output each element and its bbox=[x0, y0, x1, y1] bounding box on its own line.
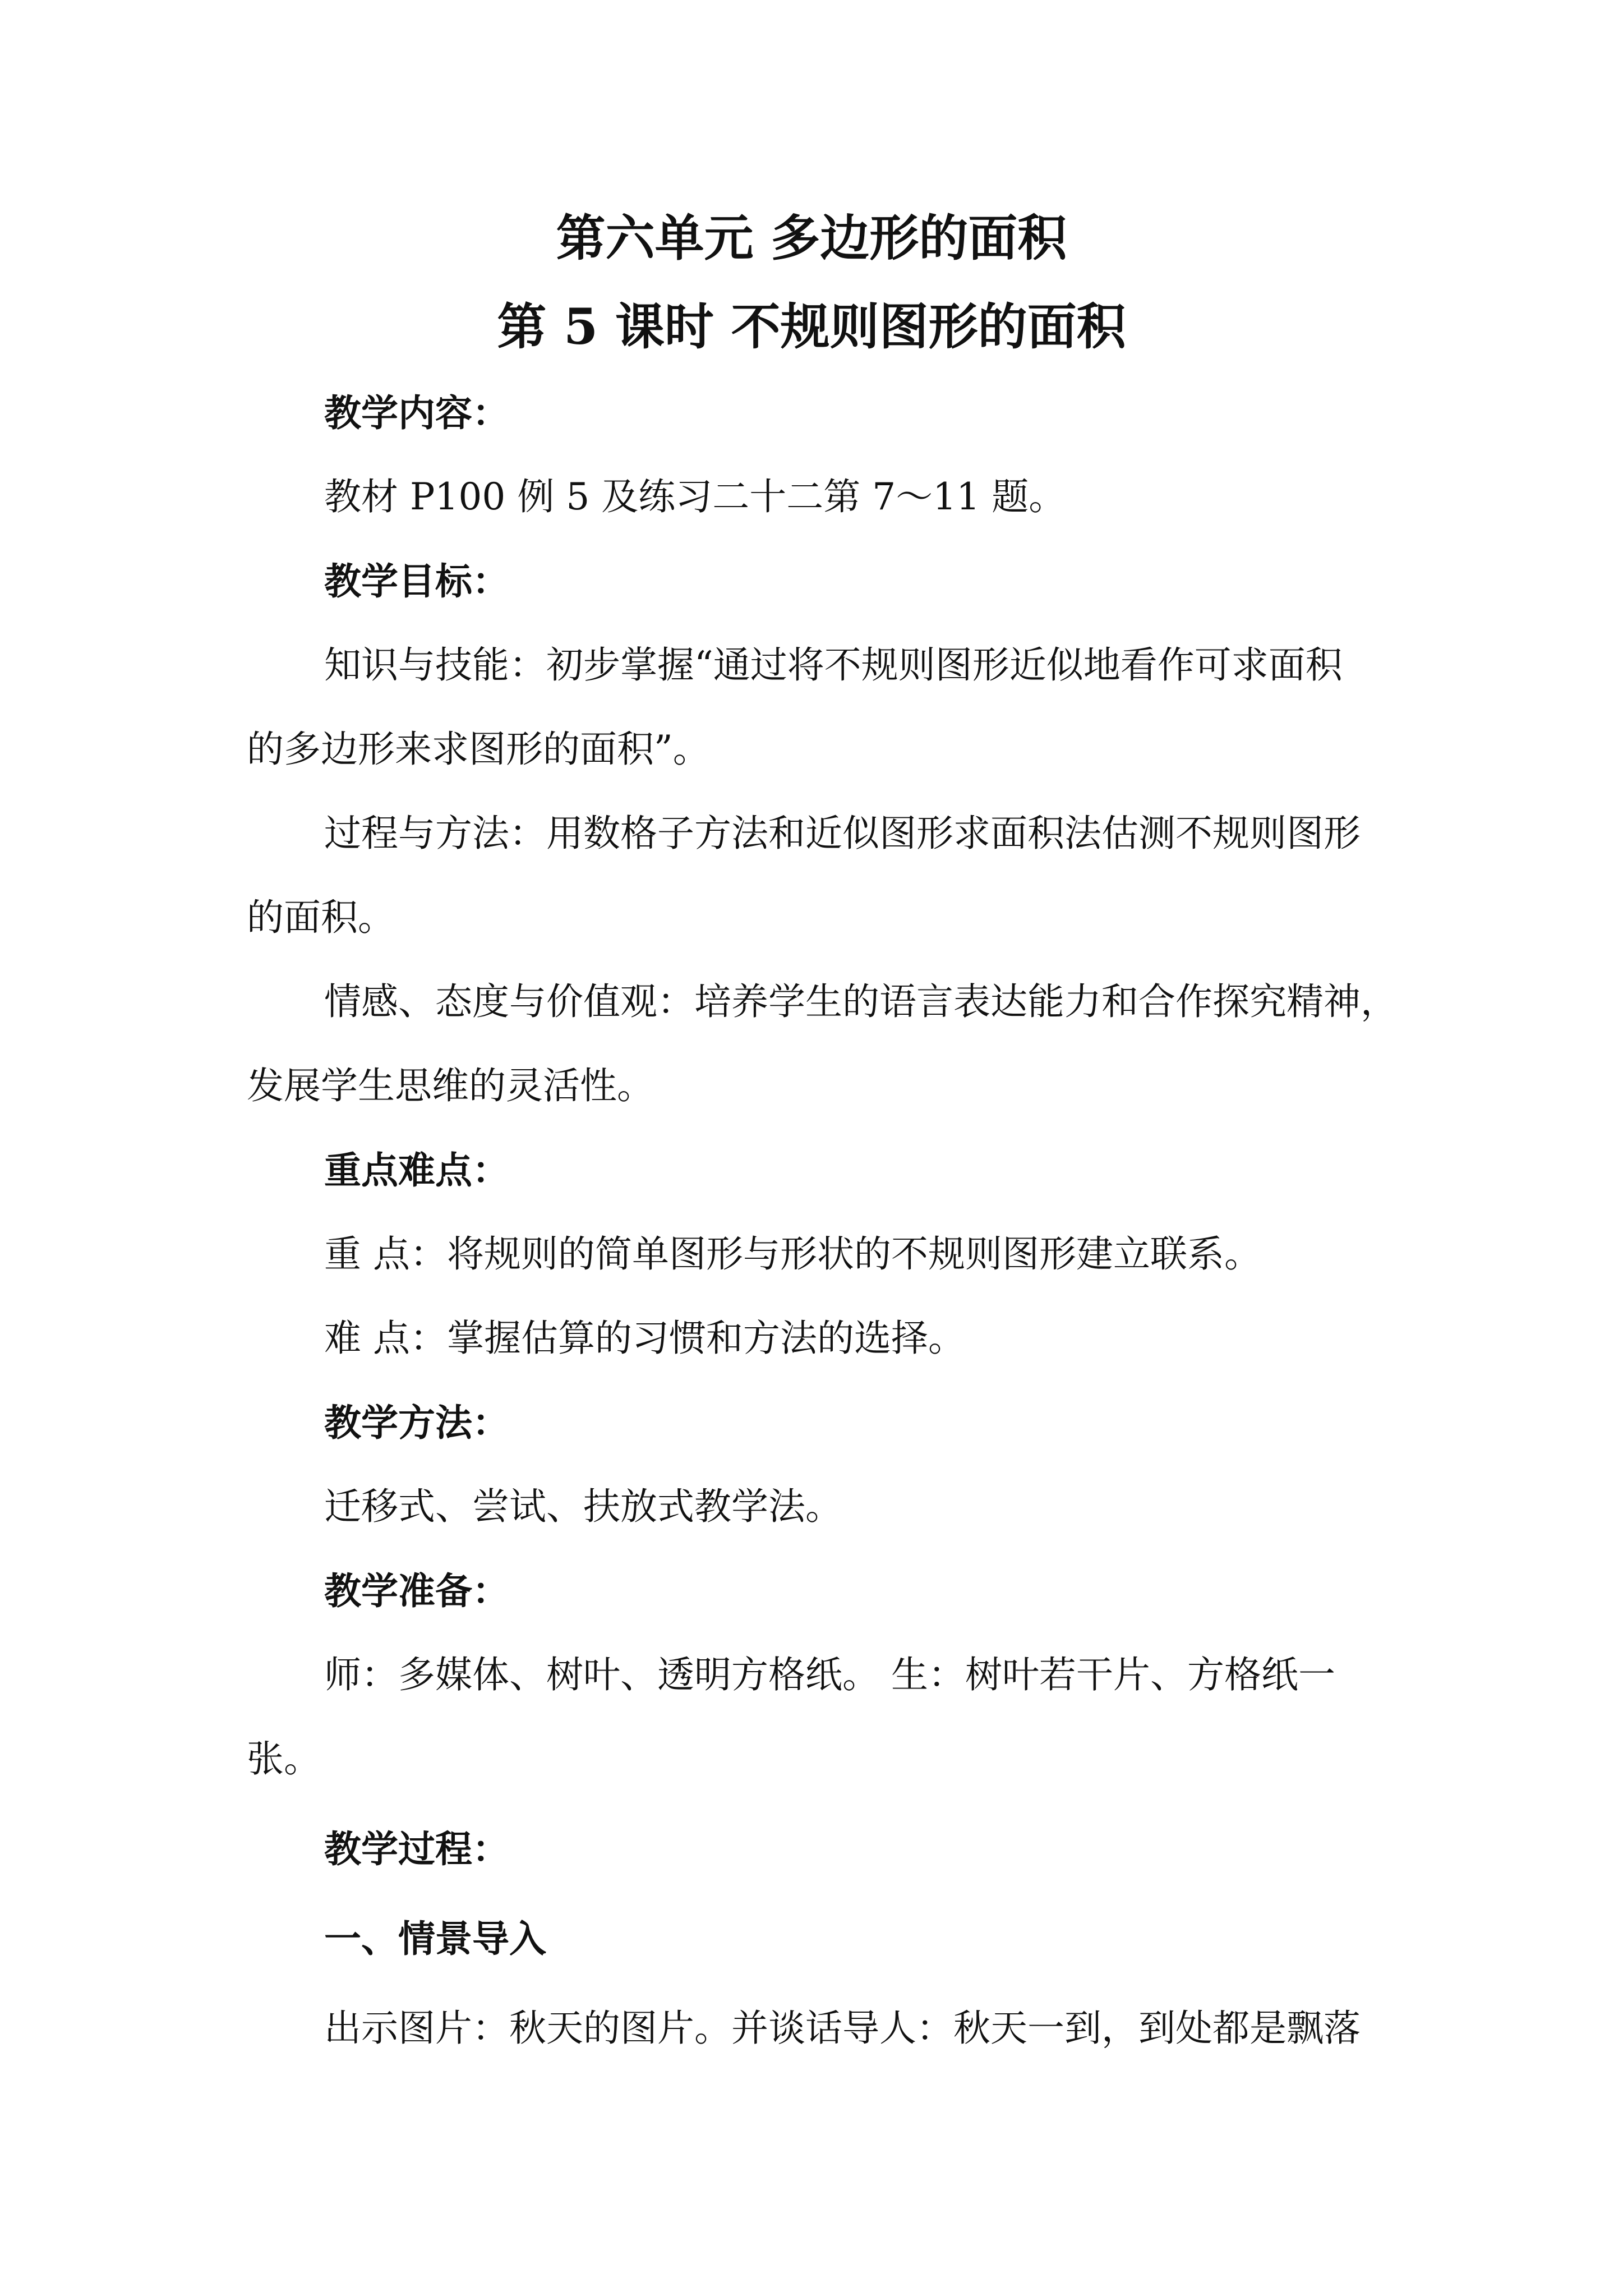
goal-process-line-2: 的面积。 bbox=[247, 896, 395, 939]
step1-heading: 一、情景导入 bbox=[324, 1917, 546, 1961]
goals-heading: 教学目标： bbox=[324, 559, 509, 603]
content-heading: 教学内容： bbox=[324, 391, 509, 435]
goal-knowledge-line-1: 知识与技能：初步掌握“通过将不规则图形近似地看作可求面积 bbox=[324, 643, 1343, 687]
goal-emotion-line-2: 发展学生思维的灵活性。 bbox=[247, 1064, 654, 1107]
lesson-title: 第 5 课时 不规则图形的面积 bbox=[497, 297, 1126, 356]
preparation-heading: 教学准备： bbox=[324, 1569, 509, 1613]
goal-knowledge-line-2: 的多边形来求图形的面积”。 bbox=[247, 728, 710, 771]
method-heading: 教学方法： bbox=[324, 1401, 509, 1444]
key-point-text: 重 点：将规则的简单图形与形状的不规则图形建立联系。 bbox=[324, 1232, 1261, 1276]
process-heading: 教学过程： bbox=[324, 1827, 509, 1871]
preparation-text-line-2: 张。 bbox=[247, 1737, 321, 1780]
difficult-point-text: 难 点：掌握估算的习惯和方法的选择。 bbox=[324, 1317, 965, 1360]
key-points-heading: 重点难点： bbox=[324, 1148, 509, 1192]
unit-title: 第六单元 多边形的面积 bbox=[556, 209, 1067, 267]
goal-process-line-1: 过程与方法：用数格子方法和近似图形求面积法估测不规则图形 bbox=[324, 812, 1361, 855]
step1-text: 出示图片：秋天的图片。并谈话导人：秋天一到，到处都是飘落 bbox=[324, 2007, 1361, 2050]
method-text: 迁移式、尝试、扶放式教学法。 bbox=[324, 1485, 842, 1528]
content-text: 教材 P100 例 5 及练习二十二第 7～11 题。 bbox=[324, 475, 1066, 518]
goal-emotion-line-1: 情感、态度与价值观：培养学生的语言表达能力和合作探究精神， bbox=[324, 980, 1398, 1023]
preparation-text-line-1: 师：多媒体、树叶、透明方格纸。 生：树叶若干片、方格纸一 bbox=[324, 1653, 1335, 1696]
